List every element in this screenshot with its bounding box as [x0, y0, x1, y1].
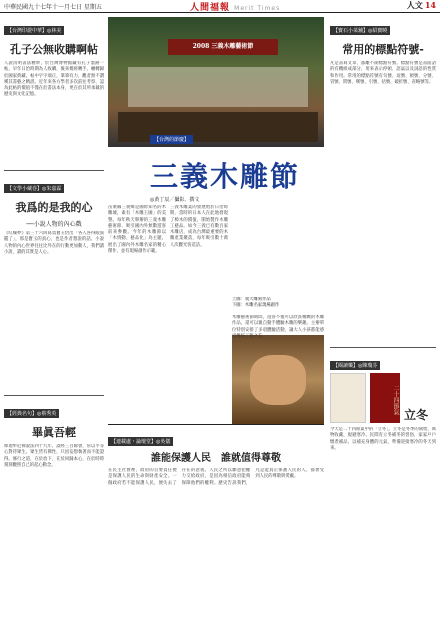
article-title: 我爲的是我的心 — [15, 201, 93, 214]
festival-sign: 2008 三義木雕藝術節 — [168, 39, 278, 55]
column-label: 【台灣印證中華】◎林美 — [4, 26, 64, 35]
article-subtitle: ──小說人物的內心戲 — [26, 221, 82, 228]
caption-line: 下圖：木雕名家現場創作 — [232, 303, 280, 308]
article-title: 誰能保護人民 誰就值得尊敬 — [151, 453, 281, 464]
divider — [4, 170, 104, 171]
issue-date: 中華民國九十七年十一月七日 星期五 — [4, 4, 102, 11]
divider — [330, 347, 436, 348]
article-body: 釋迦牟尼佛說法四十九年，談經三百餘會，常以平等心對待眾生。眾生皆有佛性，只因妄想執著而不能證得。修行之道，在於放下，在於回歸本心，在於時時刻刻觀照自己的起心動念。 — [4, 444, 104, 468]
article-body: 今天是二十四節氣中的「立冬」。立冬是冬季的開始，萬物收藏，規避寒冷。民間有立冬補冬的習俗，家家戶戶燉煮補品，以補充身體的元氣，準備迎接寒冷的冬天到來。 — [330, 427, 436, 451]
photo-caption — [232, 297, 324, 311]
feature-body: 三義木雕業的發展始於日治時期，當時的日本人在此地發現了樟木的價值，開始製作木雕工藝品。如今三義已有數百家木雕店，成為台灣最重要的木雕產業聚落，每年吸引數十萬人次觀光客造訪。 — [170, 205, 228, 248]
article-title: 畢眞吾輕 — [32, 426, 76, 439]
right-column — [330, 17, 436, 602]
column-label: 【文學小蔵巻】◎朱嘉霖 — [4, 184, 64, 193]
column-label: 【經典名句】◎蔡秀英 — [4, 409, 59, 418]
article-title: 常用的標點符號- — [342, 43, 424, 56]
article-body: 《紅樓夢》第三十六回寫賈寶玉悟出「各人各得眼淚罷了」，那是寶玉的真心，也是作者想說的話。小說人物的內心世界往往比外在的行動更加動人，我們讀小說，讀的其實是人心。 — [4, 231, 104, 255]
column-label: 【閱讀樂】◎陳瓊芬 — [330, 361, 380, 370]
column-label: 【連載處・論壇堂】◎吳儀 — [108, 437, 173, 446]
page-number: 14 — [424, 0, 436, 10]
left-column — [4, 17, 104, 602]
article-body: 人說清明書法精妙，於台灣博物館藏有孔子墨跡一帖，早年日治時期為人收購，後來幾經轉手，輾轉歸於國家典藏。帖中字字端正，筆筆有力，觀者無不讚嘆其書藝之精湛。近年來各方學者多次前往考察，認為此帖的價值不僅在於書法本身，更在於其所承載的歷史與文化記憶。 — [4, 61, 104, 98]
feature-column-b — [170, 205, 228, 420]
feature-column-c — [232, 315, 324, 420]
feature-column-a — [108, 205, 166, 420]
feature-body: 苗栗縣三義鄉是國際知名的木雕城，素有「木雕王國」的美譽。每年秋天舉辦的三義木雕藝術節，吸引國內外無數遊客前來參觀。今年的木雕節以「木情動、藝品化」為主題，展出了國內外木雕名家的精心傑作，並有現場創作示範。 — [108, 205, 166, 255]
divider — [4, 395, 104, 396]
article-body: 在民主社會裡，政府的首要責任便是保護人民的生命與財產安全。一個政府若不能保護人民，便失去了存在的意義。人民之所以願意把權力交給政府，是因為相信政府能夠保障他們的權利。歷史告訴我們，凡是能真正保護人民的人，都會受到人民的尊敬與愛戴。 — [108, 468, 324, 486]
crowd-shape — [118, 112, 318, 142]
feature-body: 木雕藝術節期間，遊客不僅可以欣賞精緻的木雕作品，還可以親自動手體驗木雕的樂趣。主辦單位特別安排了多項體驗活動，讓大人小孩都能感受傳統工藝之美。 — [232, 315, 324, 339]
feature-tag: 【台灣的節慶】 — [150, 135, 193, 144]
section-name: 人文 14 — [406, 0, 436, 10]
column-label: 【寶石小菜舖】◎紹寶曉 — [330, 26, 390, 35]
bottom-article — [108, 424, 324, 604]
solar-term-title: 立冬 — [404, 408, 429, 422]
article-body: 凡是書寫文章，都離不開標點符號。標點符號是書面語的有機組成部分，用來表示停頓、語氣以及詞語的性質和作用。常用的標點符號有句號、逗號、頓號、分號、冒號、問號、嘆號、引號、括號、破折號、省略號等。 — [330, 61, 436, 85]
feature-title: 三義木雕節 — [150, 160, 301, 193]
feature-photo — [108, 17, 324, 147]
article-title: 孔子公無收購啊帖 — [10, 43, 98, 56]
caption-line: 上圖：義大雕刻作品 — [232, 297, 271, 302]
page-header — [0, 0, 440, 13]
masthead-logo: 人間福報 Merit Times — [190, 3, 281, 13]
solar-term-header — [330, 373, 436, 423]
ink-painting — [330, 373, 366, 423]
solar-term-stamp: 二十四節氣 — [370, 373, 400, 423]
sculpture-shape — [128, 67, 308, 107]
feature-author: ◎黃丁辰／攝影、撰文 — [150, 197, 200, 203]
